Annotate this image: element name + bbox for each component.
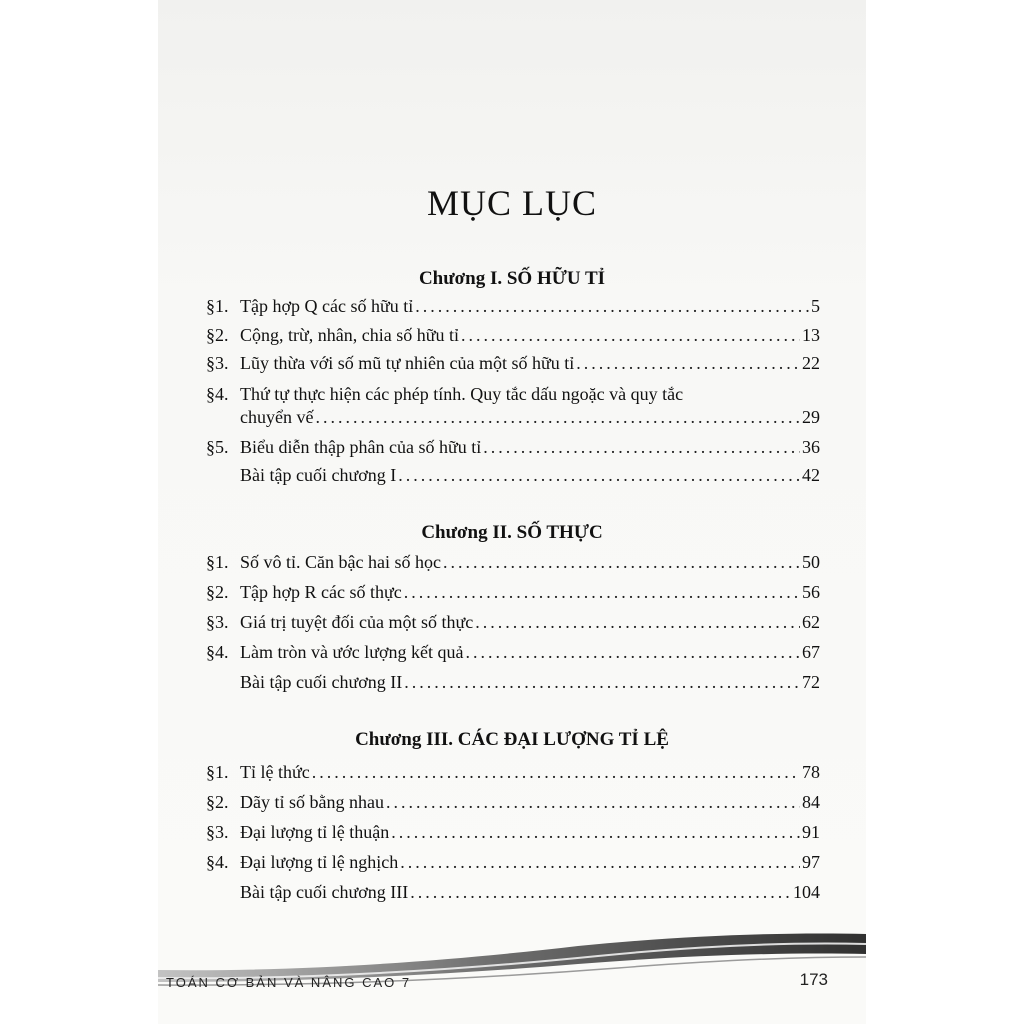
dot-leader	[404, 580, 800, 604]
page-number: 67	[802, 642, 820, 662]
dot-leader	[400, 850, 800, 874]
toc-entry[interactable]	[206, 550, 820, 574]
section-number: §1.	[206, 552, 229, 572]
dot-leader	[443, 550, 800, 574]
toc-entry[interactable]	[206, 820, 820, 844]
page-number: 62	[802, 612, 820, 632]
section-title: Tập hợp R các số thực	[240, 582, 402, 602]
dot-leader	[386, 790, 800, 814]
chapter-title-1: Chương I. SỐ HỮU TỈ	[418, 268, 606, 289]
toc-entry[interactable]	[206, 850, 820, 874]
section-number: §3.	[206, 353, 229, 373]
toc-entry[interactable]	[206, 610, 820, 634]
dot-leader	[398, 463, 800, 487]
dot-leader	[391, 820, 800, 844]
footer-page-number: 173	[799, 970, 828, 989]
dot-leader	[475, 610, 800, 634]
section-number: §3.	[206, 612, 229, 632]
section-number: §4.	[206, 852, 229, 872]
page-number: 97	[802, 852, 820, 872]
section-number: §3.	[206, 822, 229, 842]
toc-entry[interactable]	[206, 790, 820, 814]
dot-leader	[576, 351, 800, 375]
section-title: Bài tập cuối chương II	[240, 672, 403, 692]
page-number: 29	[802, 407, 820, 427]
dot-leader	[404, 670, 800, 694]
page-number: 78	[802, 762, 820, 782]
toc-entry-exercises[interactable]	[240, 670, 820, 694]
page-number: 36	[802, 437, 820, 457]
chapter-title-2: Chương II. SỐ THỰC	[421, 522, 603, 543]
toc-entry-exercises[interactable]	[240, 463, 820, 487]
section-title: Cộng, trừ, nhân, chia số hữu tỉ	[240, 325, 459, 345]
section-title: Lũy thừa với số mũ tự nhiên của một số hữu tỉ	[240, 353, 575, 373]
section-title: Thứ tự thực hiện các phép tính. Quy tắc dấu ngoặc và quy tắc	[240, 384, 684, 404]
page-number: 42	[802, 465, 820, 485]
section-title: chuyển vế	[240, 407, 314, 427]
book-page	[158, 0, 866, 1024]
section-title: Làm tròn và ước lượng kết quả	[240, 642, 464, 662]
section-number: §2.	[206, 325, 229, 345]
section-number: §1.	[206, 296, 229, 316]
toc-entry[interactable]	[206, 580, 820, 604]
dot-leader	[415, 294, 809, 318]
toc-entry[interactable]	[206, 351, 820, 375]
toc-entry-line1[interactable]	[206, 382, 820, 406]
dot-leader	[312, 760, 800, 784]
dot-leader	[483, 435, 800, 459]
section-title: Dãy tỉ số bằng nhau	[240, 792, 384, 812]
page-title: MỤC LỤC	[426, 183, 598, 223]
page-number: 50	[802, 552, 820, 572]
dot-leader	[461, 323, 800, 347]
section-title: Giá trị tuyệt đối của một số thực	[240, 612, 474, 632]
dot-leader	[466, 640, 801, 664]
toc-entry[interactable]	[206, 323, 820, 347]
toc-entry[interactable]	[206, 435, 820, 459]
page-number: 22	[802, 353, 820, 373]
toc-entry[interactable]	[206, 640, 820, 664]
toc-entry[interactable]	[206, 760, 820, 784]
section-title: Tập hợp Q các số hữu tỉ	[240, 296, 414, 316]
section-number: §4.	[206, 384, 229, 404]
section-title: Biểu diễn thập phân của số hữu tỉ	[240, 437, 482, 457]
page-number: 5	[811, 296, 820, 316]
page-number: 13	[802, 325, 820, 345]
section-number: §4.	[206, 642, 229, 662]
page-number: 91	[802, 822, 820, 842]
page-number: 84	[802, 792, 820, 812]
section-title: Đại lượng tỉ lệ nghịch	[240, 852, 399, 872]
section-number: §2.	[206, 792, 229, 812]
page-number: 72	[802, 672, 820, 692]
section-title: Bài tập cuối chương III	[240, 882, 409, 902]
dot-leader	[315, 405, 800, 429]
section-title: Số vô tỉ. Căn bậc hai số học	[240, 552, 441, 572]
toc-entry[interactable]	[206, 294, 820, 318]
chapter-title-3: Chương III. CÁC ĐẠI LƯỢNG TỈ LỆ	[355, 729, 669, 750]
toc-entry[interactable]	[240, 405, 820, 429]
section-number: §1.	[206, 762, 229, 782]
dot-leader	[410, 880, 791, 904]
section-title: Bài tập cuối chương I	[240, 465, 397, 485]
section-title: Đại lượng tỉ lệ thuận	[240, 822, 390, 842]
footer-book-title: TOÁN CƠ BẢN VÀ NÂNG CAO 7	[166, 975, 412, 990]
section-title: Tỉ lệ thức	[240, 762, 310, 782]
section-number: §2.	[206, 582, 229, 602]
section-number: §5.	[206, 437, 229, 457]
page-number: 104	[793, 882, 820, 902]
toc-entry-exercises[interactable]	[240, 880, 820, 904]
page-number: 56	[802, 582, 820, 602]
